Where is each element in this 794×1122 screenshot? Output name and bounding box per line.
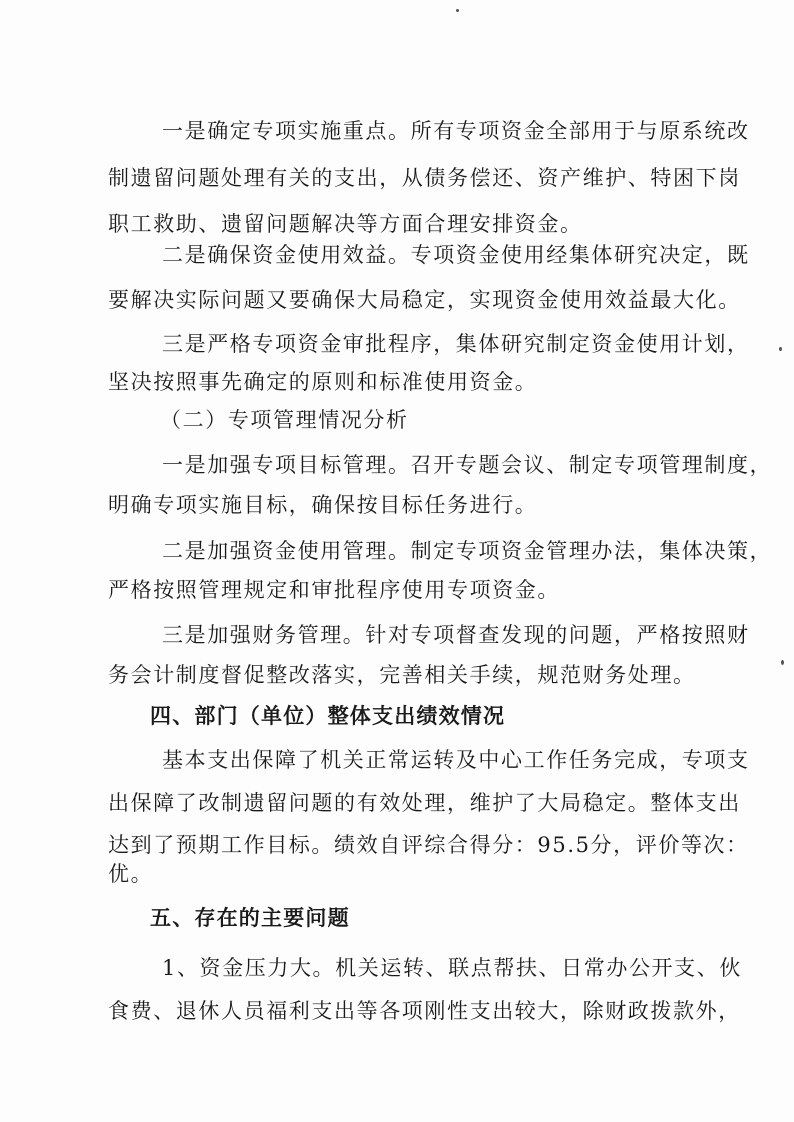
paragraph-2-line-1: 二是确保资金使用效益。专项资金使用经集体研究决定，既 bbox=[162, 243, 750, 267]
section-subheading: （二）专项管理情况分析 bbox=[160, 408, 409, 432]
paragraph-4-line-1: 一是加强专项目标管理。召开专题会议、制定专项管理制度， bbox=[162, 453, 773, 477]
paragraph-4-line-2: 明确专项实施目标，确保按目标任务进行。 bbox=[108, 493, 538, 517]
paragraph-7-line-2: 出保障了改制遗留问题的有效处理，维护了大局稳定。整体支出 bbox=[108, 791, 741, 815]
paragraph-3-line-2: 坚决按照事先确定的原则和标准使用资金。 bbox=[108, 370, 538, 394]
paragraph-2-line-2: 要解决实际问题又要确保大局稳定，实现资金使用效益最大化。 bbox=[108, 288, 741, 312]
paragraph-5-line-2: 严格按照管理规定和审批程序使用专项资金。 bbox=[108, 578, 560, 602]
paragraph-8-line-2: 食费、退休人员福利支出等各项刚性支出较大，除财政拨款外， bbox=[108, 999, 741, 1023]
paragraph-6-line-1: 三是加强财务管理。针对专项督查发现的问题，严格按照财 bbox=[162, 623, 750, 647]
paragraph-3-line-1: 三是严格专项资金审批程序，集体研究制定资金使用计划， bbox=[162, 332, 750, 356]
paragraph-1-line-2: 制遗留问题处理有关的支出，从债务偿还、资产维护、特困下岗 bbox=[108, 166, 741, 190]
paragraph-1-line-1: 一是确定专项实施重点。所有专项资金全部用于与原系统改 bbox=[162, 119, 750, 143]
paragraph-6-line-2: 务会计制度督促整改落实，完善相关手续，规范财务处理。 bbox=[108, 663, 696, 687]
scan-speck bbox=[456, 9, 459, 12]
paragraph-1-line-3: 职工救助、遗留问题解决等方面合理安排资金。 bbox=[108, 212, 583, 236]
paragraph-7-line-3: 达到了预期工作目标。绩效自评综合得分：95.5分，评价等次： bbox=[108, 833, 749, 857]
section-heading-4: 四、部门（单位）整体支出绩效情况 bbox=[150, 704, 506, 728]
paragraph-8-line-1: 1、资金压力大。机关运转、联点帮扶、日常办公开支、伙 bbox=[162, 956, 742, 980]
paragraph-7-line-1: 基本支出保障了机关正常运转及中心工作任务完成，专项支 bbox=[162, 748, 750, 772]
paragraph-5-line-1: 二是加强资金使用管理。制定专项资金管理办法，集体决策， bbox=[162, 539, 773, 563]
scan-speck bbox=[779, 347, 782, 351]
section-heading-5: 五、存在的主要问题 bbox=[150, 906, 350, 930]
scan-speck bbox=[781, 660, 784, 665]
paragraph-7-line-4: 优。 bbox=[108, 862, 154, 886]
